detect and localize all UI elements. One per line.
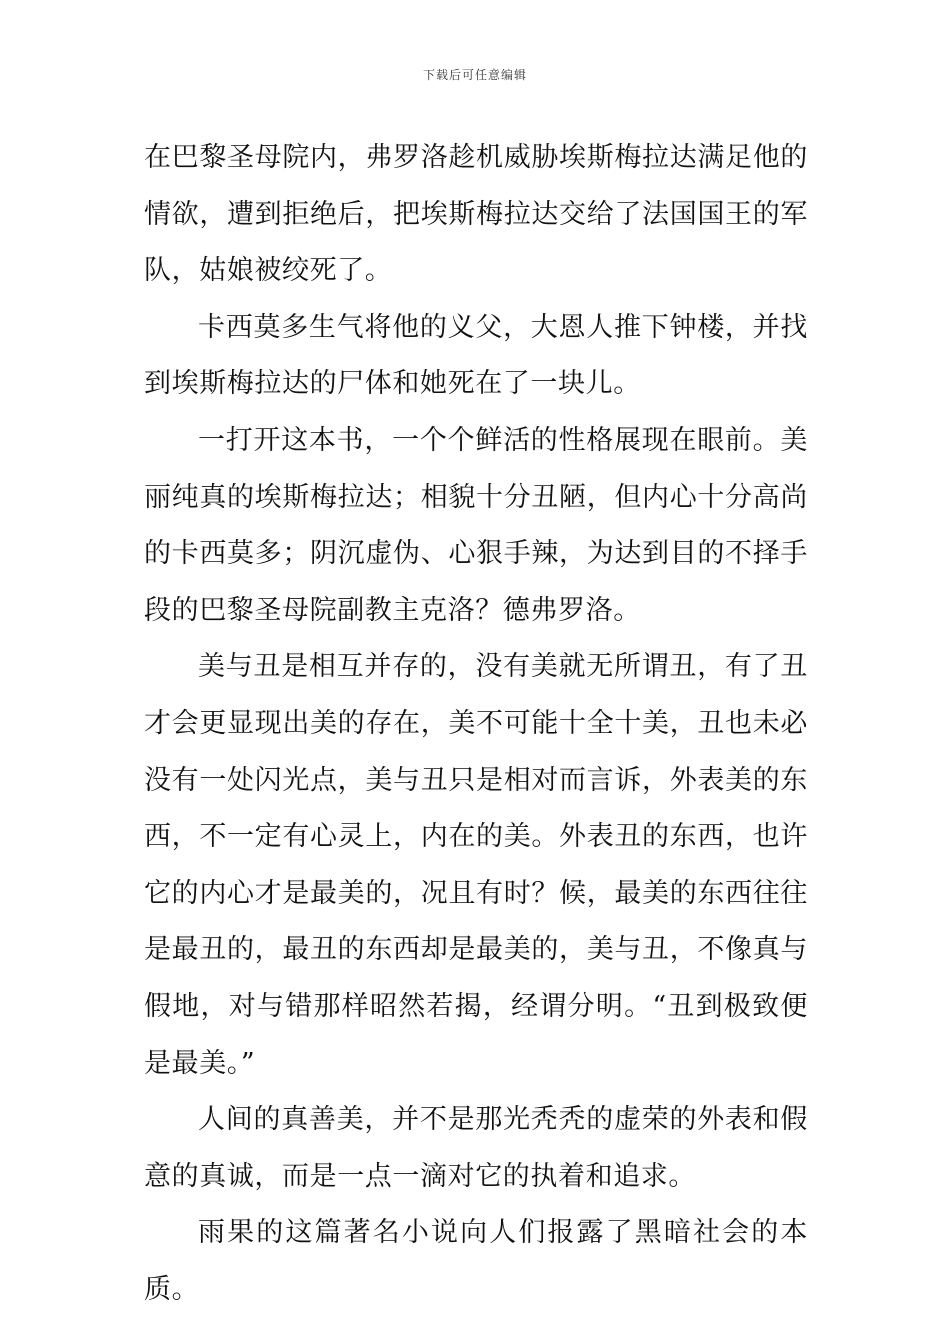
paragraph-4: 美与丑是相互并存的，没有美就无所谓丑，有了丑才会更显现出美的存在，美不可能十全十美，丑也未必没有一处闪光点，美与丑只是相对而言诉，外表美的东西，不一定有心灵上，内在的美。外表丑的东西，也许它的内心才是最美的，况且有时？候，最美的东西往往是最丑的，最丑的东西却是最美的，美与丑，不像真与假地，对与错那样昭然若揭，经谓分明。“丑到极致便是最美。”	[144, 651, 808, 1079]
paragraph-6: 雨果的这篇著名小说向人们报露了黑暗社会的本质。	[144, 1217, 808, 1305]
paragraph-3: 一打开这本书，一个个鲜活的性格展现在眼前。美丽纯真的埃斯梅拉达；相貌十分丑陋，但内心十分高尚的卡西莫多；阴沉虚伪、心狠手辣，为达到目的不择手段的巴黎圣母院副教主克洛？德弗罗洛。	[144, 424, 808, 626]
paragraph-5: 人间的真善美，并不是那光秃秃的虚荣的外表和假意的真诚，而是一点一滴对它的执着和追求。	[144, 1104, 808, 1192]
paragraph-1: 在巴黎圣母院内，弗罗洛趁机威胁埃斯梅拉达满足他的情欲，遭到拒绝后，把埃斯梅拉达交给了法国国王的军队，姑娘被绞死了。	[144, 142, 808, 287]
document-body	[144, 130, 808, 1318]
page-header: 下载后可任意编辑	[422, 68, 527, 82]
paragraph-2: 卡西莫多生气将他的义父，大恩人推下钟楼，并找到埃斯梅拉达的尸体和她死在了一块儿。	[144, 311, 808, 400]
